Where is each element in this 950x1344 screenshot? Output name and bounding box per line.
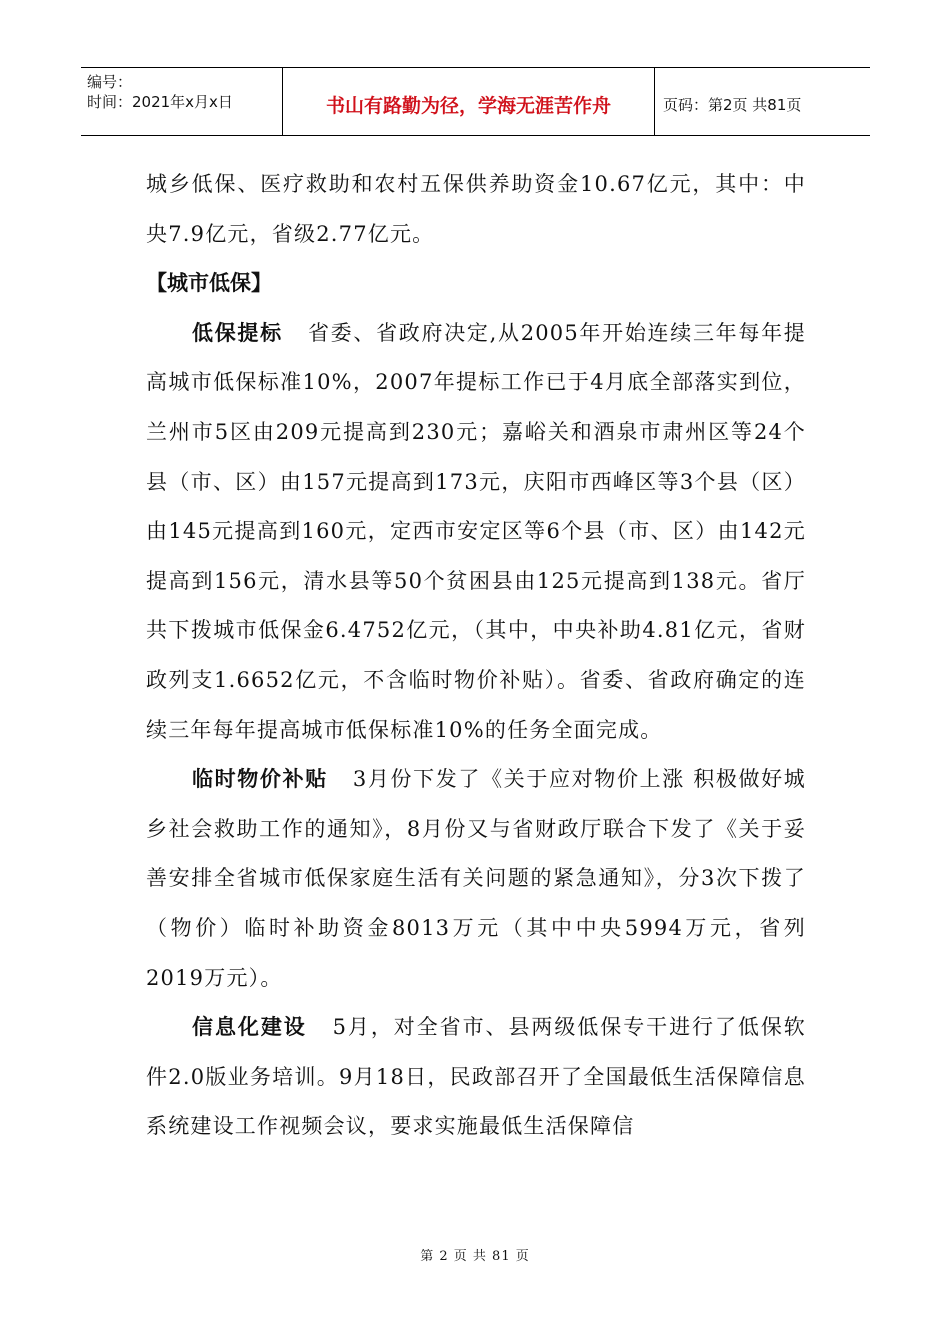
paragraph-price-subsidy bbox=[146, 755, 806, 1003]
paragraph-text: 5月，对全省市、县两级低保专干进行了低保软件2.0版业务培训。9月18日，民政部召开了全国最低生活保障信息系统建设工作视频会议，要求实施最低生活保障信 bbox=[146, 1015, 806, 1139]
page-header bbox=[81, 67, 870, 136]
paragraph-text: 省委、省政府决定,从2005年开始连续三年每年提高城市低保标准10%，2007年提标工作已于4月底全部落实到位，兰州市5区由209元提高到230元；嘉峪关和酒泉市肃州区等24个县（市、区）由157元提高到173元，庆阳市西峰区等3个县（区）由145元提高到160元，定西市安定区等6个县（市、区）由142元提高到156元，清水县等50个贫困县由125元提高到138元。省厅共下拨城市低保金6.4752亿元，（其中，中央补助4.81亿元，省财政列支1.6652亿元，不含临时物价补贴）。省委、省政府确定的连续三年每年提高城市低保标准10%的任务全面完成。 bbox=[146, 320, 806, 742]
paragraph-standard-raise bbox=[146, 309, 806, 755]
header-motto: 书山有路勤为径，学海无涯苦作舟 bbox=[283, 68, 655, 135]
header-page-info: 页码：第2页 共81页 bbox=[663, 96, 802, 114]
header-meta bbox=[81, 68, 283, 135]
paragraph-title: 临时物价补贴 bbox=[192, 767, 328, 792]
document-body bbox=[146, 160, 806, 1152]
page-footer: 第 2 页 共 81 页 bbox=[420, 1249, 530, 1264]
paragraph-title: 信息化建设 bbox=[192, 1015, 307, 1040]
doc-number-label: 编号： bbox=[87, 73, 133, 91]
paragraph-informatization bbox=[146, 1003, 806, 1152]
paragraph-text: 3月份下发了《关于应对物价上涨 积极做好城乡社会救助工作的通知》，8月份又与省财政厅联合下发了《关于妥善安排全省城市低保家庭生活有关问题的紧急通知》，分3次下拨了（物价）临时补助资金8013万元（其中中央5994万元，省列2019万元）。 bbox=[146, 767, 806, 990]
paragraph-title: 低保提标 bbox=[192, 320, 283, 345]
doc-time-label: 时间：2021年x月x日 bbox=[87, 93, 233, 111]
section-heading: 【城市低保】 bbox=[146, 271, 272, 296]
paragraph-funds: 城乡低保、医疗救助和农村五保供养助资金10.67亿元，其中：中央7.9亿元，省级2.77亿元。 bbox=[146, 172, 806, 246]
